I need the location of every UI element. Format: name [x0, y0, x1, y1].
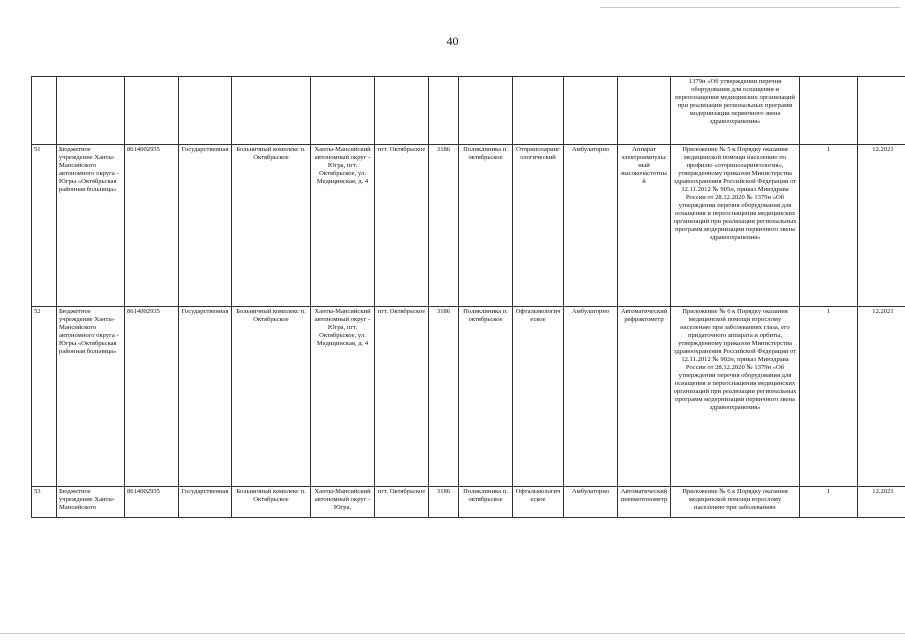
- cell-requirement: Приложение № 6 к Порядку оказания медицинской помощи взрослому населению при заболеваниях глаза, его придаточного аппарата и орбиты, утвержденному приказом Министерства здравоохранения Российской Федерации от 12.11.2012 № 902н, приказ Минздрава России от 28.12.2020 № 1379н «Об утверждении перечня оборудования для оснащения и переоснащения медицинских организаций при реализации региональных программ модернизации первичного звена здравоохранения»: [671, 307, 800, 487]
- cell-inn: 8614002935: [125, 145, 179, 307]
- scan-edge-bottom: [0, 633, 905, 634]
- cell-empty: [800, 77, 858, 145]
- cell-row-number: 53: [32, 487, 57, 518]
- cell-address: Ханты-Мансийский автономный округ - Югра,: [311, 487, 375, 518]
- cell-address: Ханты-Мансийский автономный округ - Югра, пгт. Октябрьское, ул. Медицинская, д. 4: [311, 145, 375, 307]
- equipment-table: [31, 76, 905, 518]
- cell-care-type: Амбулаторно: [564, 145, 618, 307]
- cell-code: 3186: [429, 307, 459, 487]
- cell-facility: Больничный комплекс п. Октябрьское: [232, 307, 311, 487]
- cell-quantity: 1: [800, 307, 858, 487]
- cell-unit: Поликлиника п. октябрьское: [459, 487, 513, 518]
- cell-department: Оториноларингологический: [513, 145, 564, 307]
- cell-equipment: Аппарат электроимпульсный высокочастотный: [618, 145, 671, 307]
- cell-empty: [858, 77, 905, 145]
- cell-requirement: Приложение № 5 к Порядку оказания медицинской помощи населению по профилю «оториноларингология», утвержденному приказом Министерства здравоохранения Российской Федерации от 12.11.2012 № 905н, приказ Минздрава России от 28.12.2020 № 1379н «Об утверждении перечня оборудования для оснащения и переоснащения медицинских организаций при реализации региональных программ модернизации первичного звена здравоохранения»: [671, 145, 800, 307]
- cell-organization: Бюджетное учреждение Ханты-Мансийского: [57, 487, 125, 518]
- cell-code: 3186: [429, 487, 459, 518]
- cell-ownership: Государственная: [179, 307, 232, 487]
- cell-inn: 8614002935: [125, 487, 179, 518]
- cell-inn: 8614002935: [125, 307, 179, 487]
- cell-department: Офтальмологическое: [513, 487, 564, 518]
- page-number: 40: [446, 34, 459, 48]
- cell-date: 12.2021: [858, 145, 905, 307]
- cell-requirement: Приложение № 6 к Порядку оказания медицинской помощи взрослому населению при заболеваниях: [671, 487, 800, 518]
- cell-empty: [459, 77, 513, 145]
- cell-date: 12.2021: [858, 307, 905, 487]
- cell-row-number: 52: [32, 307, 57, 487]
- cell-empty: [179, 77, 232, 145]
- cell-row-number: 51: [32, 145, 57, 307]
- table-row: [32, 487, 905, 518]
- cell-empty: [375, 77, 429, 145]
- cell-empty: [311, 77, 375, 145]
- cell-empty: [564, 77, 618, 145]
- cell-equipment: Автоматический рефрактометр: [618, 307, 671, 487]
- scan-edge-top: [600, 7, 900, 8]
- cell-address: Ханты-Мансийский автономный округ - Югра, пгт. Октябрьское, ул. Медицинская, д. 4: [311, 307, 375, 487]
- cell-empty: [513, 77, 564, 145]
- table-row-carryover: [32, 77, 905, 145]
- cell-ownership: Государственная: [179, 487, 232, 518]
- cell-locality: пгт. Октябрьское: [375, 307, 429, 487]
- table-row: [32, 145, 905, 307]
- cell-quantity: 1: [800, 487, 858, 518]
- cell-empty: [618, 77, 671, 145]
- cell-facility: Больничный комплекс п. Октябрьское: [232, 145, 311, 307]
- cell-empty: [125, 77, 179, 145]
- cell-empty: [57, 77, 125, 145]
- cell-department: Офтальмологическое: [513, 307, 564, 487]
- cell-facility: Больничный комплекс п. Октябрьское: [232, 487, 311, 518]
- cell-quantity: 1: [800, 145, 858, 307]
- cell-requirement: 1379н «Об утверждении перечня оборудования для оснащения и переоснащения медицинских организаций при реализации региональных программ модернизации первичного звена здравоохранения»: [671, 77, 800, 145]
- cell-unit: Поликлиника п. октябрьское: [459, 307, 513, 487]
- cell-empty: [429, 77, 459, 145]
- cell-care-type: Амбулаторно: [564, 487, 618, 518]
- cell-locality: пгт. Октябрьское: [375, 487, 429, 518]
- cell-ownership: Государственная: [179, 145, 232, 307]
- cell-locality: пгт. Октябрьское: [375, 145, 429, 307]
- cell-organization: Бюджетное учреждение Ханты-Мансийского автономного округа - Югры «Октябрьская районная больница»: [57, 307, 125, 487]
- cell-empty: [32, 77, 57, 145]
- cell-code: 3186: [429, 145, 459, 307]
- cell-equipment: Автоматический пневмотонометр: [618, 487, 671, 518]
- cell-empty: [232, 77, 311, 145]
- cell-date: 12.2021: [858, 487, 905, 518]
- cell-organization: Бюджетное учреждение Ханты-Мансийского автономного округа - Югры «Октябрьская районная больница»: [57, 145, 125, 307]
- cell-care-type: Амбулаторно: [564, 307, 618, 487]
- cell-unit: Поликлиника п. октябрьское: [459, 145, 513, 307]
- table-row: [32, 307, 905, 487]
